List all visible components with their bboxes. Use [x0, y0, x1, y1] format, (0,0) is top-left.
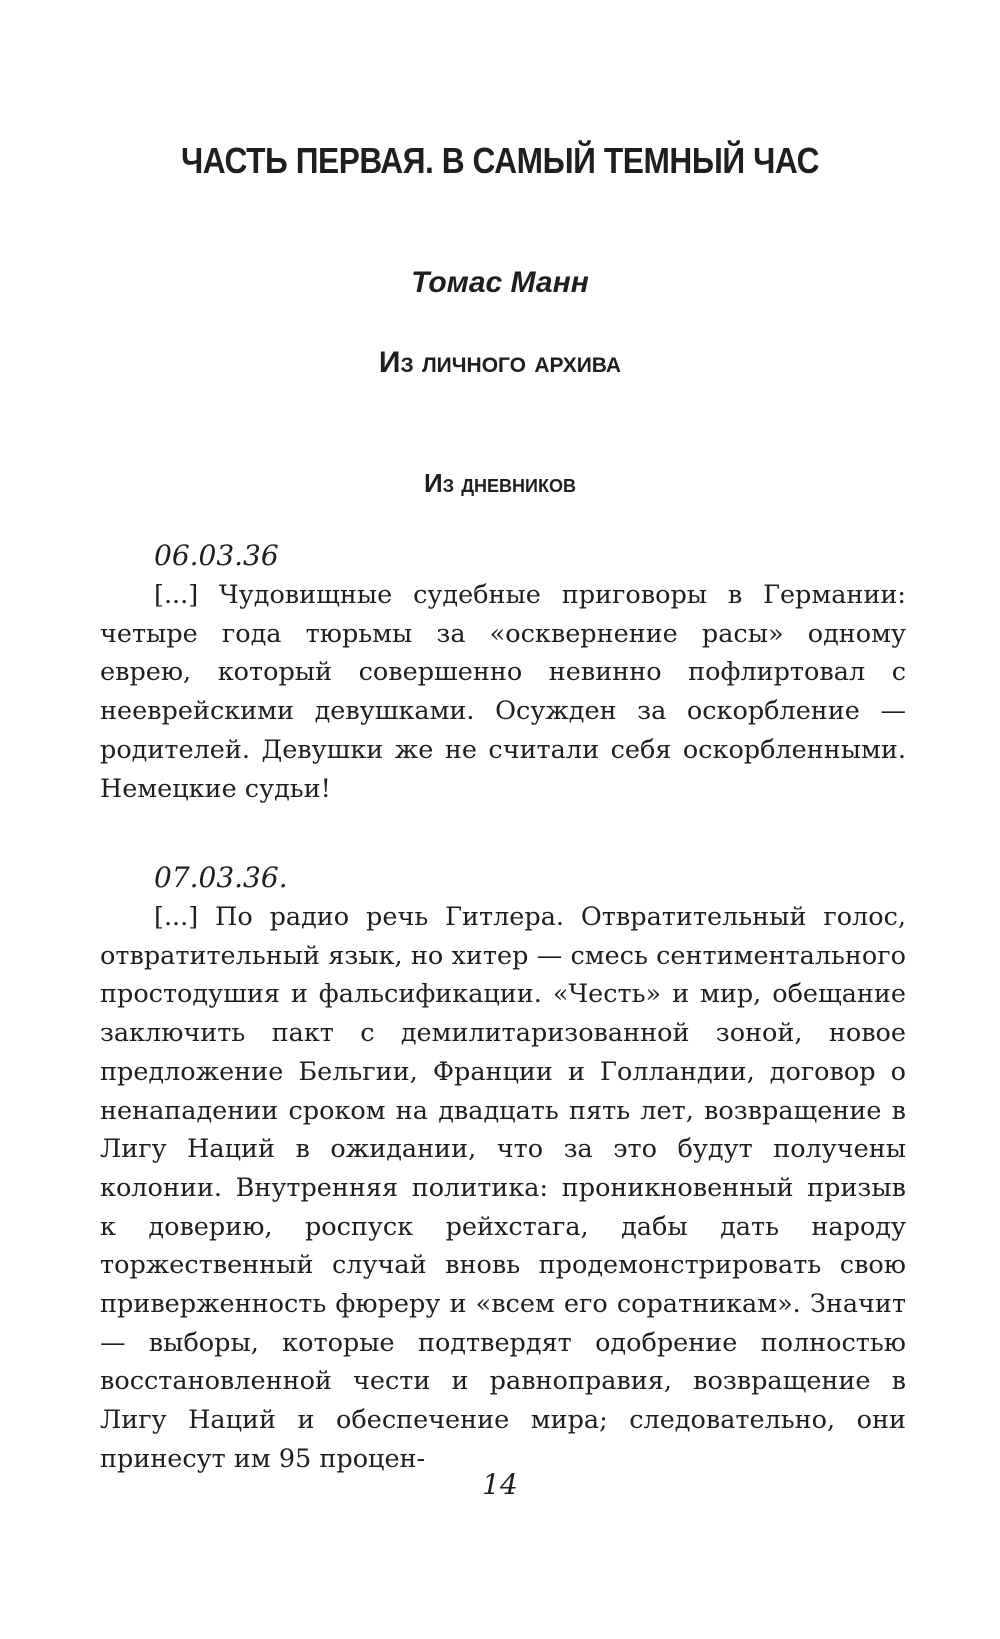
- author-name: Томас Манн: [411, 266, 589, 299]
- section-title: Из личного архива: [378, 346, 622, 379]
- part-title: ЧАСТЬ ПЕРВАЯ. В САМЫЙ ТЕМНЫЙ ЧАС: [180, 140, 820, 181]
- page-number: 14: [482, 1468, 518, 1501]
- subsection-title: Из дневников: [424, 468, 576, 498]
- diary-entry: [100, 858, 906, 1479]
- entry-text: [...] Чудовищные судебные приговоры в Германии: четыре года тюрьмы за «осквернение расы» одному еврею, который совершенно невинно пофлиртовал с нееврейскими девушками. Осужден за оскорбление — родителей. Девушки же не считали себя оскорбленными. Немецкие судьи!: [100, 580, 906, 804]
- diary-entry: [100, 536, 906, 808]
- entry-date: 07.03.36.: [154, 861, 288, 894]
- entry-text: [...] По радио речь Гитлера. Отвратительный голос, отвратительный язык, но хитер — смесь сентиментального простодушия и фальсификации. «Честь» и мир, обещание заключить пакт с демилитаризованной зоной, новое предложение Бельгии, Франции и Голландии, договор о ненападении сроком на двадцать пять лет, возвращение в Лигу Наций в ожидании, что за это будут получены колонии. Внутренняя политика: проникновенный призыв к доверию, роспуск рейхстага, дабы дать народу торжественный случай вновь продемонстрировать свою приверженность фюреру и «всем его соратникам». Значит — выборы, которые подтвердят одобрение полностью восстановленной чести и равноправия, возвращение в Лигу Наций и обеспечение мира; следовательно, они принесут им 95 процен-: [100, 902, 906, 1474]
- entry-date: 06.03.36: [154, 539, 279, 572]
